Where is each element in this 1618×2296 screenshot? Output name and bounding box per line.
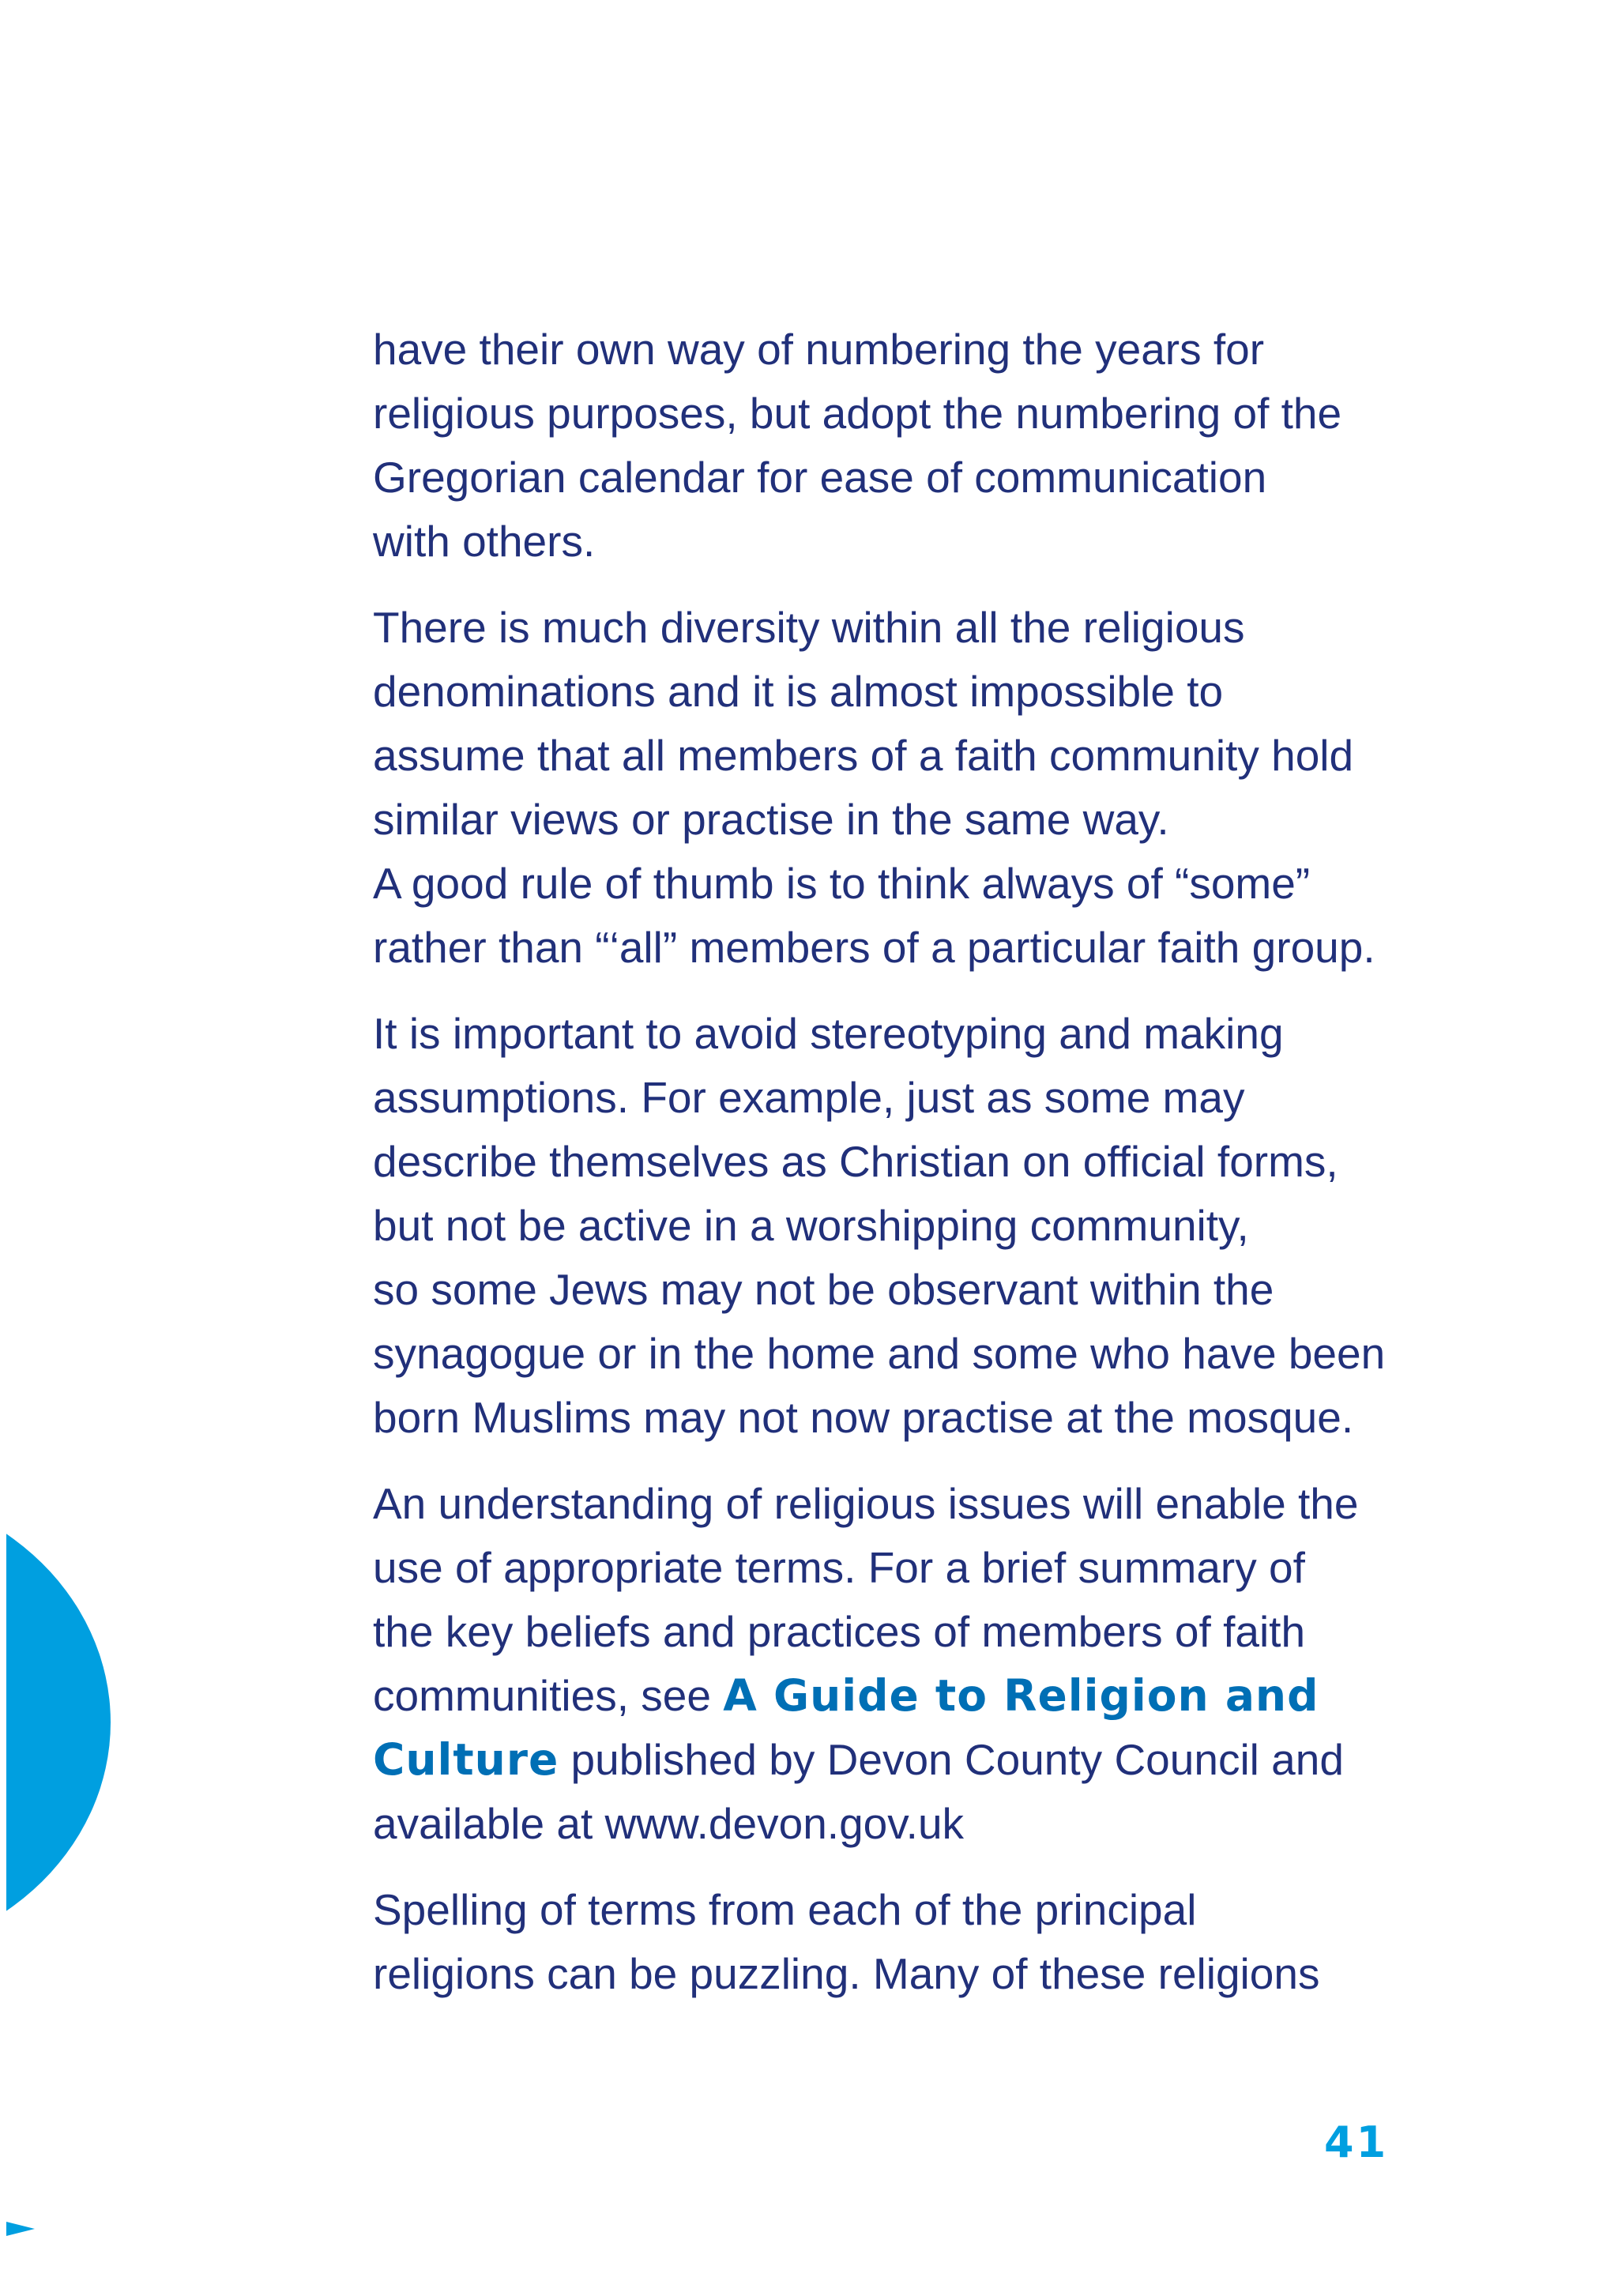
paragraph-understanding (373, 1472, 1511, 1856)
text-line: use of appropriate terms. For a brief summary of (373, 1543, 1305, 1592)
text-line: synagogue or in the home and some who have been (373, 1329, 1386, 1378)
text-line: but not be active in a worshipping community, (373, 1201, 1249, 1250)
text-line: available at www.devon.gov.uk (373, 1799, 965, 1848)
guide-title: Culture (373, 1734, 559, 1785)
paragraph-spelling (373, 1878, 1511, 2006)
text-fragment: communities, see (373, 1671, 724, 1720)
text-line: similar views or practise in the same way. (373, 795, 1169, 844)
triangle-marker-icon (6, 2222, 35, 2236)
text-line: There is much diversity within all the religious (373, 603, 1245, 652)
decorative-half-disc (0, 1485, 111, 1959)
text-line: denominations and it is almost impossible to (373, 667, 1224, 716)
text-fragment: published by Devon County Council and (559, 1735, 1344, 1784)
text-line (373, 1728, 1511, 1792)
page-number: 41 (1324, 2117, 1389, 2167)
text-line: It is important to avoid stereotyping and making (373, 1009, 1284, 1058)
text-line: religious purposes, but adopt the numbering of the (373, 389, 1342, 438)
text-line: rather than “‘all” members of a particular faith group. (373, 923, 1375, 972)
text-line: religions can be puzzling. Many of these religions (373, 1949, 1320, 1998)
text-line: so some Jews may not be observant within the (373, 1265, 1274, 1314)
guide-title: A Guide to Religion and (723, 1670, 1319, 1721)
body-text (373, 318, 1511, 2028)
paragraph-stereotyping (373, 1002, 1511, 1450)
text-line (373, 1664, 1511, 1728)
text-line: with others. (373, 517, 596, 566)
text-line: the key beliefs and practices of members of faith (373, 1607, 1306, 1656)
text-line: Gregorian calendar for ease of communication (373, 453, 1267, 502)
text-line: assume that all members of a faith community hold (373, 731, 1354, 780)
text-line: have their own way of numbering the years for (373, 325, 1265, 374)
paragraph-calendar (373, 318, 1511, 574)
text-line: describe themselves as Christian on official forms, (373, 1137, 1338, 1186)
text-line: assumptions. For example, just as some may (373, 1073, 1245, 1122)
paragraph-diversity (373, 596, 1511, 980)
text-line: born Muslims may not now practise at the mosque. (373, 1393, 1354, 1442)
text-line: Spelling of terms from each of the principal (373, 1885, 1197, 1934)
text-line: A good rule of thumb is to think always of “some” (373, 859, 1311, 908)
text-line: An understanding of religious issues will enable the (373, 1479, 1359, 1528)
page-left-margin (0, 0, 6, 2296)
